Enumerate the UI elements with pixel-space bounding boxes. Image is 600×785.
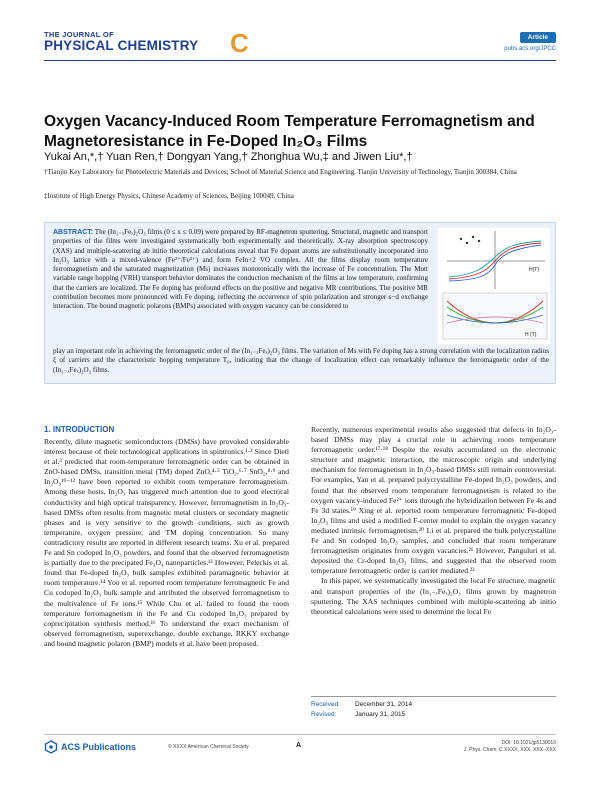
body-column-left: [44, 437, 289, 649]
acs-hexagon-icon: [44, 740, 58, 754]
received-dates: [311, 696, 556, 720]
toc-graphic: [437, 227, 551, 345]
received-date: December 31, 2014: [355, 701, 413, 708]
affiliation-2: ‡Institute of High Energy Physics, Chinese Academy of Sciences, Beijing 100049, China: [44, 192, 294, 200]
paper-title: Oxygen Vacancy-Induced Room Temperature Ferromagnetism and Magnetoresistance in Fe-Doped In₂O₃ Films: [44, 113, 535, 150]
affiliation-1: †Tianjin Key Laboratory for Photoelectric Materials and Devices; School of Material Science and Engineering, Tianjin University of Technology, Tianjin 300384, China: [44, 168, 517, 176]
toc-axis-label-top: H(T): [529, 267, 539, 273]
article-type-badge: Article: [520, 32, 556, 43]
footer-divider: [44, 734, 556, 735]
journal-logo: [44, 30, 264, 70]
journal-letter-logo: C: [230, 28, 249, 58]
doi-text[interactable]: DOI: 10.1021/jp5130016: [501, 740, 556, 746]
journal-url-link[interactable]: pubs.acs.org/JPCC: [504, 46, 556, 52]
revised-label: Revised:: [311, 711, 337, 718]
journal-name-line2: PHYSICAL CHEMISTRY: [44, 38, 199, 53]
abstract-label: ABSTRACT:: [53, 229, 94, 236]
acs-publications-logo: [44, 740, 136, 754]
abstract-text-top: [53, 228, 428, 312]
body-column-right: [311, 425, 556, 617]
page-number: A: [296, 742, 302, 749]
section-heading-introduction: 1. INTRODUCTION: [44, 425, 115, 434]
intro-paragraph-1: Recently, dilute magnetic semiconductors (DMSs) have provoked considerable interest because of their technological applications in spintronics.¹·² Since Dietl et al.³ predicted that room-temperature ferromagnetic order can be obtained in ZnO-based DMSs, transition metal (TM) doped ZnO,⁴·⁵ TiO₂,⁶·⁷ SnO₂,⁸·⁹ and In₂O₃¹⁰⁻¹² have been reported to exhibit room temperature ferromagnetism. Among these hosts, In₂O₃ has triggered much attention due to good electrical conductivity and high optical transparency. However, ferromagnetism in In₂O₃-based DMSs often results from magnetic metal clusters or secondary magnetic phases and is very sensitive to the growth conditions, such as growth temperature, oxygen pressure, and TM doping concentration. So many contradictory results are reported in different research teams. Xu et al. prepared Fe and Sn codoped In₂O₃ powders, and found that the observed ferromagnetism is partially due to the precipated Fe₃O₄ nanoparticles.¹³ However, Peleckis et al. found that Fe-doped In₂O₃ bulk samples exhibited paramagnetic behavior at room temperature.¹⁴ Yoo et al. reported room temperature ferromagnetic Fe and Cu codoped In₂O₃ bulk sample and attributed the observed ferromagnetism to the multivalence of Fe ions.¹⁵ While Chu et al. failed to found the room temperature ferromagnetism in the Fe and Cu codoped In₂O₃ prepared by coprecipitation synthesis method.¹⁶ To understand the exact mechanism of observed ferromagnetism, superexchange, double exchange, RKKY exchange and bound magnetic polaron (BMP) models et al. have been proposed.: [44, 437, 289, 648]
intro-paragraph-2: Recently, numerous experimental results also suggested that defects in In₂O₃-based DMSs may play a crucial role in achieving room temperature ferromagnetic order.¹⁷·¹⁸ Despite the results accumulated on the electronic structure and magnetic interaction, the microscopic origin and underlying mechanism for ferromagnetism in In₂O₃-based DMSs still remain controversial. For examples, Yan et al. prepared polycrystalline Fe-doped In₂O₃ powders, and found that the observed room temperature ferromagnetism is related to the oxygen vacancy-induced Fe²⁺ ions through the hybridization between Fe 4s and Fe 3d states.¹⁹ Xing et al. reported room temperature ferromagnetic Fe-doped In₂O₃ films and used a modified F-center model to explain the oxygen vacancy mediated intrinsic ferromagnetism.²⁰ Li et al. prepared the bulk polycrystalline Fe and Sn codoped In₂O₃ samples, and concluded that room temperature ferromagnetism originates from oxygen vacancies.²¹ However, Panguluri et al. deposited the Cr-doped In₂O₃ films, and suggested that the observed room temperature ferromagnetic order is carrier mediated.²²: [311, 425, 556, 576]
abstract-body-top: The (In₁₋ₓFeₓ)₂O₃ films (0 ≤ x ≤ 0.09) were prepared by RF-magnetron sputtering. Structural, magnetic and transport properties of the films were investigated systematically both experimentally and theoretically. X-ray absorption spectroscopy (XAS) and multiple-scattering ab initio theoretical calculations reveal that Fe dopant atoms are substitutionally incorporated into In₂O₃ lattice with a mixed-valence (Fe²⁺/Fe³⁺) and form FeIn+2 VO complex. All the films display room temperature ferromagnetism and the saturated magnetization (Ms) increases monotonically with the increase of Fe concentration. The Mott variable range hopping (VRH) transport behavior dominates the conduction mechanism of the films at low temperature, confirming that the carriers are localized. The Fe doping has profound effects on the positive and negative MR contributions. The positive MR contribution becomes more pronounced with Fe doping, reflecting the occurrence of spin polarization and stronger s−d exchange interaction. The bound magnetic polarons (BMPs) associated with oxygen vacancy can be considered to: [53, 228, 429, 311]
revised-date: January 31, 2015: [355, 711, 406, 718]
journal-name-line1: THE JOURNAL OF: [44, 30, 114, 39]
header-divider: [44, 60, 556, 61]
doi-citation: [464, 740, 556, 754]
citation-text: J. Phys. Chem. C XXXX, XXX, XXX−XXX: [463, 747, 556, 753]
intro-paragraph-3: In this paper, we systematically investigated the local Fe structure, magnetic and transport properties of the (In₁₋ₓFeₓ)₂O₃ films grown by magnetron sputtering. The XAS techniques combined with multiple-scattering ab initio theoretical calculations were used to determine the local Fe: [311, 576, 556, 616]
received-label: Received:: [311, 701, 340, 708]
abstract-text-bottom: play an important role in achieving the ferromagnetic order of the (In₁₋ₓFeₓ)₂O₃ films. The variation of Ms with Fe doping has a strong correlation with the localization radius ξ of carriers and the characteristic hopping temperature T₀, indicating that the change of localization effect can remarkably influence the ferromagnetic order of the (In₁₋ₓFeₓ)₂O₃ films.: [53, 347, 549, 374]
abstract-box: [44, 222, 556, 384]
toc-axis-label-bottom: H (T): [525, 332, 537, 338]
copyright-notice: © XXXX American Chemical Society: [168, 744, 249, 750]
author-list: Yukai An,*,† Yuan Ren,† Dongyan Yang,† Zhonghua Wu,‡ and Jiwen Liu*,†: [44, 151, 413, 163]
publisher-name: ACS Publications: [61, 742, 137, 752]
